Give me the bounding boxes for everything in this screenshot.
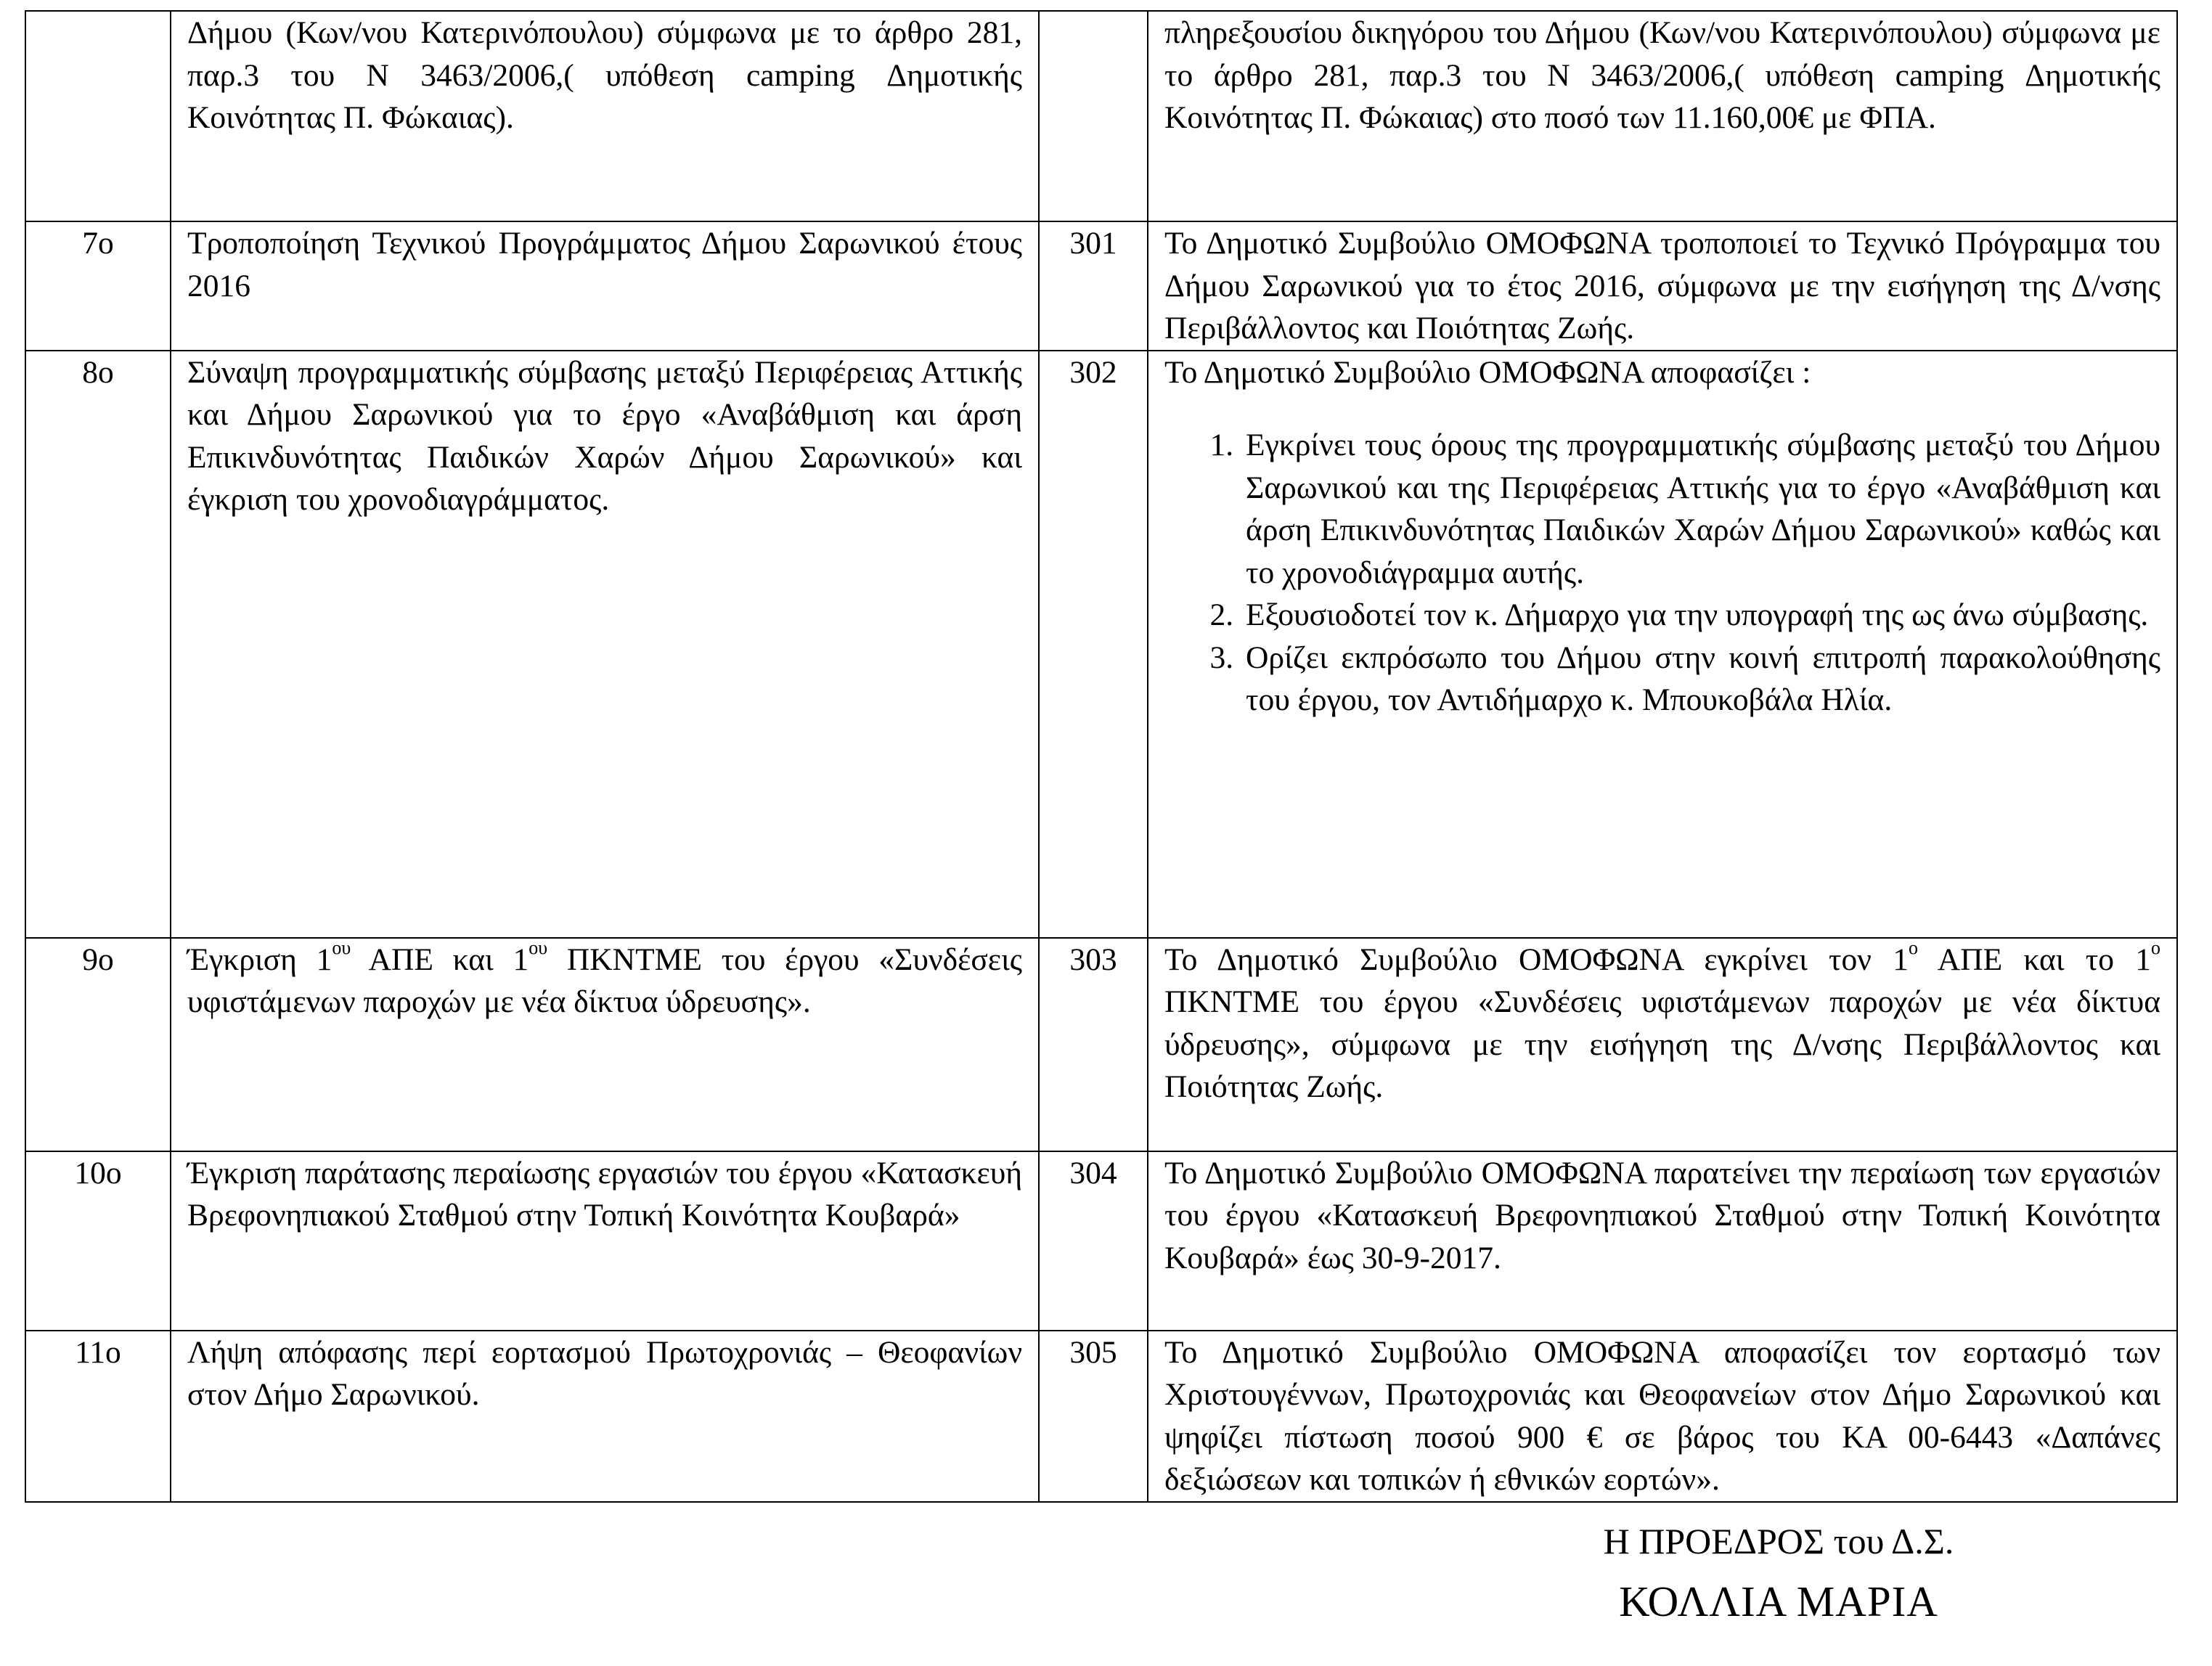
decision-number: 305 [1039,1331,1148,1502]
table-row [25,1151,2177,1331]
minutes-table [25,10,2178,1503]
list-item: 1. Εγκρίνει τους όρους της προγραμματικής σύμβασης μεταξύ του Δήμου Σαρωνικού και της Περιφέρειας Αττικής για το έργο «Αναβάθμιση και άρση Επικινδυνότητας Παιδικών Χαρών Δήμου Σαρωνικού» καθώς και το χρονοδιάγραμμα αυτής. [1241,424,2160,594]
table-row [25,1331,2177,1502]
item-subject: Δήμου (Κων/νου Κατερινόπουλου) σύμφωνα με το άρθρο 281, παρ.3 του Ν 3463/2006,( υπόθεση camping Δημοτικής Κοινότητας Π. Φώκαιας). [171,11,1039,221]
item-number: 8ο [25,351,171,938]
decision-text: Το Δημοτικό Συμβούλιο ΟΜΟΦΩΝΑ εγκρίνει τον $1^o$ ΑΠΕ και το $1^o$ ΠΚΝΤΜΕ του έργου «Συνδέσεις υφιστάμενων παροχών με νέα δίκτυα ύδρευσης», σύμφωνα με την εισήγηση της Δ/νσης Περιβάλλοντος και Ποιότητας Ζωής. [1148,938,2177,1151]
item-number: 10ο [25,1151,171,1331]
item-number: 7ο [25,221,171,351]
decision-text: Το Δημοτικό Συμβούλιο ΟΜΟΦΩΝΑ αποφασίζει : [1164,354,1811,390]
decision-text: Το Δημοτικό Συμβούλιο ΟΜΟΦΩΝΑ τροποποιεί το Τεχνικό Πρόγραμμα του Δήμου Σαρωνικού για το έτος 2016, σύμφωνα με την εισήγηση της Δ/νσης Περιβάλλοντος και Ποιότητας Ζωής. [1148,221,2177,351]
decision-number: 303 [1039,938,1148,1151]
item-number: 9ο [25,938,171,1151]
decision-number: 302 [1039,351,1148,938]
decision-items-list [1164,424,2160,722]
decision-number [1039,11,1148,221]
item-subject: Τροποποίηση Τεχνικού Προγράμματος Δήμου Σαρωνικού έτους 2016 [171,221,1039,351]
item-number [25,11,171,221]
item-subject: Έγκριση $1^{o\upsilon}$ ΑΠΕ και $1^{o\upsilon}$ ΠΚΝΤΜΕ του έργου «Συνδέσεις υφιστάμενων παροχών με νέα δίκτυα ύδρευσης». [171,938,1039,1151]
decision-text: Το Δημοτικό Συμβούλιο ΟΜΟΦΩΝΑ αποφασίζει τον εορτασμό των Χριστουγέννων, Πρωτοχρονιάς και Θεοφανείων στον Δήμο Σαρωνικού και ψηφίζει πίστωση ποσού 900 € σε βάρος του ΚΑ 00-6443 «Δαπάνες δεξιώσεων και τοπικών ή εθνικών εορτών». [1148,1331,2177,1502]
list-item: 3. Ορίζει εκπρόσωπο του Δήμου στην κοινή επιτροπή παρακολούθησης του έργου, τον Αντιδήμαρχο κ. Μπουκοβάλα Ηλία. [1241,637,2160,722]
president-name: ΚΟΛΛΙΑ ΜΑΡΙΑ [1619,1577,1938,1625]
item-number: 11ο [25,1331,171,1502]
list-item: 2. Εξουσιοδοτεί τον κ. Δήμαρχο για την υπογραφή της ως άνω σύμβασης. [1241,594,2160,637]
decision-number: 304 [1039,1151,1148,1331]
decision-cell [1148,351,2177,938]
signature-block [1503,1517,2054,1633]
item-subject: Σύναψη προγραμματικής σύμβασης μεταξύ Περιφέρειας Αττικής και Δήμου Σαρωνικού για το έργο «Αναβάθμιση και άρση Επικινδυνότητας Παιδικών Χαρών Δήμου Σαρωνικού» και έγκριση του χρονοδιαγράμματος. [171,351,1039,938]
table-row [25,351,2177,938]
decision-number: 301 [1039,221,1148,351]
item-subject: Έγκριση παράτασης περαίωσης εργασιών του έργου «Κατασκευή Βρεφονηπιακού Σταθμού στην Τοπική Κοινότητα Κουβαρά» [171,1151,1039,1331]
decision-text: Το Δημοτικό Συμβούλιο ΟΜΟΦΩΝΑ παρατείνει την περαίωση των εργασιών του έργου «Κατασκευή Βρεφονηπιακού Σταθμού στην Τοπική Κοινότητα Κουβαρά» έως 30-9-2017. [1148,1151,2177,1331]
item-subject: Λήψη απόφασης περί εορτασμού Πρωτοχρονιάς – Θεοφανίων στον Δήμο Σαρωνικού. [171,1331,1039,1502]
decision-text: πληρεξουσίου δικηγόρου του Δήμου (Κων/νου Κατερινόπουλου) σύμφωνα με το άρθρο 281, παρ.3 του Ν 3463/2006,( υπόθεση camping Δημοτικής Κοινότητας Π. Φώκαιας) στο ποσό των 11.160,00€ με ΦΠΑ. [1148,11,2177,221]
table-row [25,938,2177,1151]
table-row [25,11,2177,221]
table-row [25,221,2177,351]
president-title: Η ΠΡΟΕΔΡΟΣ του Δ.Σ. [1603,1521,1954,1561]
